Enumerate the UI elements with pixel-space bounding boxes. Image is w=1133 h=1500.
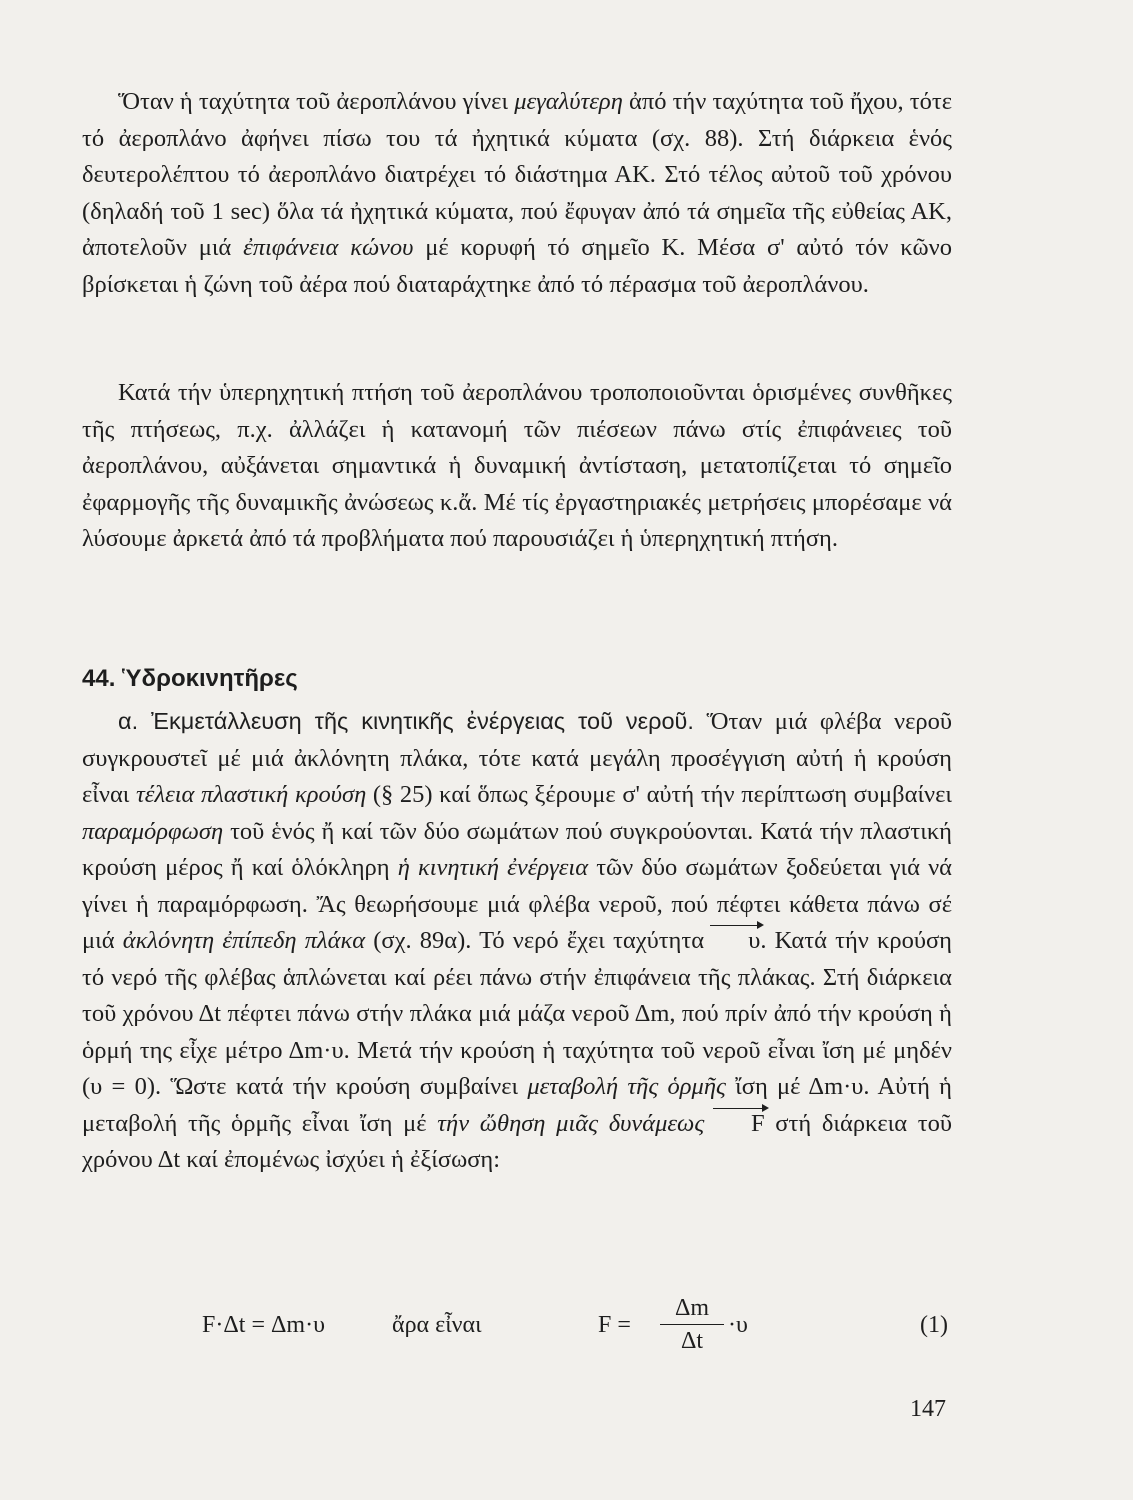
paragraph-supersonic-flight: Κατά τήν ὑπερηχητική πτήση τοῦ ἀεροπλάνου τροποποιοῦνται ὁρισμένες συνθῆκες τῆς πτήσεως, π.χ. ἀλλάζει ἡ κατανομή τῶν πιέσεων πάνω στίς ἐπιφάνειες τοῦ ἀεροπλάνου, αὐξάνεται σημαντικά ἡ δυναμική ἀντίσταση, μετατοπίζεται τό σημεῖο ἐφαρμογῆς τῆς δυναμικῆς ἀνώσεως κ.ἄ. Μέ τίς ἐργαστηριακές μετρήσεις μπορέσαμε νά λύσουμε ἀρκετά ἀπό τά προβλήματα πού παρουσιάζει ἡ ὑπερηχητική πτήση. <box>82 379 952 552</box>
paragraph-supersonic-cone: Ὅταν ἡ ταχύτητα τοῦ ἀεροπλάνου γίνει μεγαλύτερη ἀπό τήν ταχύτητα τοῦ ἤχου, τότε τό ἀεροπλάνο ἀφήνει πίσω του τά ἠχητικά κύματα (σχ. 88). Στή διάρκεια ἑνός δευτερολέπτου τό ἀεροπλάνο διατρέχει τό διάστημα ΑΚ. Στό τέλος αὐτοῦ τοῦ χρόνου (δηλαδή τοῦ 1 sec) ὅλα τά ἠχητικά κύματα, πού ἔφυγαν ἀπό τά σημεῖα τῆς εὐθείας ΑΚ, ἀποτελοῦν μιά ἐπιφάνεια κώνου μέ κορυφή τό σημεῖο Κ. Μέσα σ' αὐτό τόν κῶνο βρίσκεται ἡ ζώνη τοῦ ἀέρα πού διαταράχτηκε ἀπό τό πέρασμα τοῦ ἀεροπλάνου. <box>82 88 953 298</box>
velocity-vector: υ <box>712 923 760 960</box>
equation-force-lhs: F = <box>598 1312 631 1338</box>
equation-1 <box>82 1295 952 1364</box>
section-heading: 44. Ὑδροκινητῆρες <box>82 665 298 692</box>
equation-fraction <box>660 1294 724 1355</box>
force-vector: F <box>715 1106 765 1143</box>
fraction-denominator: Δt <box>680 1328 704 1354</box>
equation-number: (1) <box>920 1312 948 1338</box>
paragraph-water-jet: α. Ἐκμετάλλευση τῆς κινητικῆς ἐνέργειας τοῦ νεροῦ. Ὅταν μιά φλέβα νεροῦ συγκρουστεῖ μέ μιά ἀκλόνητη πλάκα, τότε κατά μεγάλη προσέγγιση αὐτή ἡ κρούση εἶναι τέλεια πλαστική κρούση (§ 25) καί ὅπως ξέρουμε σ' αὐτή τήν περίπτωση συμβαίνει παραμόρφωση τοῦ ἑνός ἤ καί τῶν δύο σωμάτων πού συγκρούονται. Κατά τήν πλαστική κρούση μέρος ἤ καί ὁλόκληρη ἡ κινητική ἐνέργεια τῶν δύο σωμάτων ξοδεύεται γιά νά γίνει ἡ παραμόρφωση. Ἄς θεωρήσουμε μιά φλέβα νεροῦ, πού πέφτει κάθετα πάνω σέ μιά ἀκλόνητη ἐπίπεδη πλάκα (σχ. 89α). Τό νερό ἔχει ταχύτητα υ. Κατά τήν κρούση τό νερό τῆς φλέβας ἁπλώνεται καί ρέει πάνω στήν ἐπιφάνεια τῆς πλάκας. Στή διάρκεια τοῦ χρόνου Δt πέφτει πάνω στήν πλάκα μιά μάζα νεροῦ Δm, πού πρίν ἀπό τήν κρούση ἡ ὁρμή της εἶχε μέτρο Δm·υ. Μετά τήν κρούση ἡ ταχύτητα τοῦ νεροῦ εἶναι ἴση μέ μηδέν (υ = 0). Ὥστε κατά τήν κρούση συμβαίνει μεταβολή τῆς ὁρμῆς ἴση μέ Δm·υ. Αὐτή ἡ μεταβολή τῆς ὁρμῆς εἶναι ἴση μέ τήν ὤθηση μιᾶς δυνάμεως F στή διάρκεια τοῦ χρόνου Δt καί ἐπομένως ἰσχύει ἡ ἐξίσωση: <box>82 708 953 1173</box>
subsection-heading: α. Ἐκμετάλλευση τῆς κινητικῆς ἐνέργειας τοῦ νεροῦ. <box>118 708 694 734</box>
equation-connector: ἄρα εἶναι <box>392 1312 482 1338</box>
fraction-bar <box>660 1324 724 1325</box>
page-number: 147 <box>910 1396 946 1422</box>
fraction-numerator: Δm <box>674 1295 710 1321</box>
equation-velocity-factor: ·υ <box>728 1312 748 1338</box>
equation-impulse: F·Δt = Δm·υ <box>202 1312 325 1338</box>
